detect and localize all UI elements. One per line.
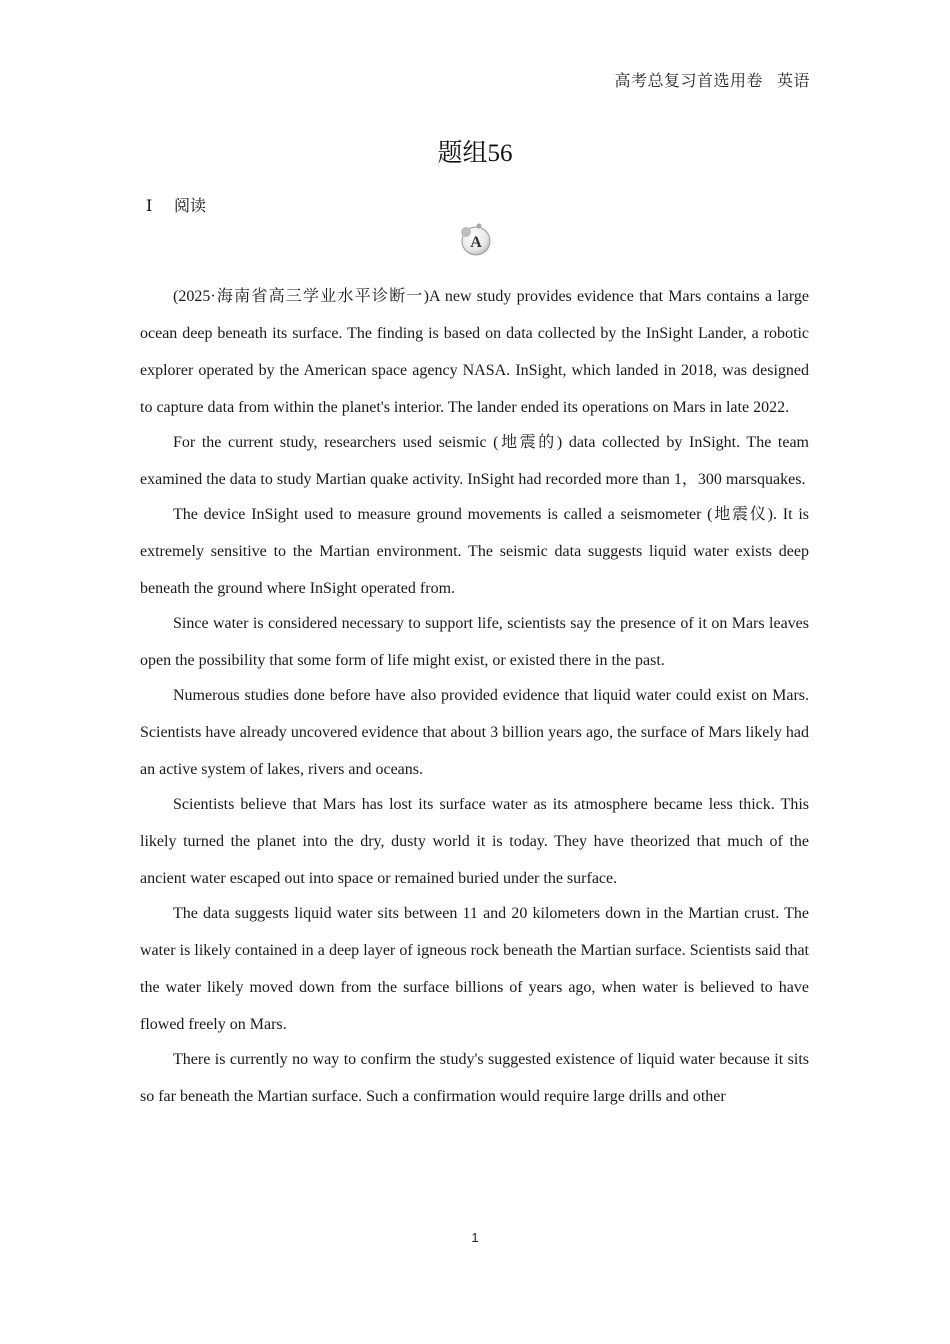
paragraph: (2025·海南省高三学业水平诊断一)A new study provides evidence that Mars contains a large ocean deep beneath its surface. The finding is based on data collected by the InSight Lander, a robotic explorer operated by the American space agency NASA. InSight, which landed in 2018, was designed to capture data from within the planet's interior. The lander ended its operations on Mars in late 2022. (140, 288, 809, 416)
paragraph: The data suggests liquid water sits between 11 and 20 kilometers down in the Martian crust. The water is likely contained in a deep layer of igneous rock beneath the Martian surface. Scientists said that the water likely moved down from the surface billions of years ago, when water is believed to have flowed freely on Mars. (140, 905, 809, 1033)
paragraph: Scientists believe that Mars has lost its surface water as its atmosphere became less thick. This likely turned the planet into the dry, dusty world it is today. They have theorized that much of the ancient water escaped out into space or remained buried under the surface. (140, 796, 809, 887)
page-number: 1 (471, 1230, 479, 1245)
passage-badge (459, 222, 495, 258)
paragraph: For the current study, researchers used seismic (地震的) data collected by InSight. The team examined the data to study Martian quake activity. InSight had recorded more than 1，300 marsquakes. (140, 434, 809, 488)
reading-passage (140, 278, 809, 1113)
subject-label: 英语 (776, 73, 810, 90)
paragraph: The device InSight used to measure ground movements is called a seismometer (地震仪). It is extremely sensitive to the Martian environment. The seismic data suggests liquid water exists deep beneath the ground where InSight operated from. (140, 506, 809, 597)
passage-badge-icon (459, 222, 495, 258)
section-heading (146, 193, 206, 216)
paragraph: There is currently no way to confirm the study's suggested existence of liquid water because it sits so far beneath the Martian surface. Such a confirmation would require large drills and other (140, 1051, 809, 1105)
passage-badge-letter: A (470, 234, 482, 251)
paragraph: Numerous studies done before have also provided evidence that liquid water could exist on Mars. Scientists have already uncovered evidence that about 3 billion years ago, the surface of Mars likely had an active system of lakes, rivers and oceans. (140, 687, 809, 778)
section-number: Ⅰ (146, 198, 153, 215)
running-header (614, 68, 810, 91)
section-label: 阅读 (174, 198, 207, 215)
page-title: 题组56 (437, 140, 513, 167)
paragraph: Since water is considered necessary to support life, scientists say the presence of it on Mars leaves open the possibility that some form of life might exist, or existed there in the past. (140, 615, 809, 669)
book-title: 高考总复习首选用卷 (614, 73, 763, 90)
